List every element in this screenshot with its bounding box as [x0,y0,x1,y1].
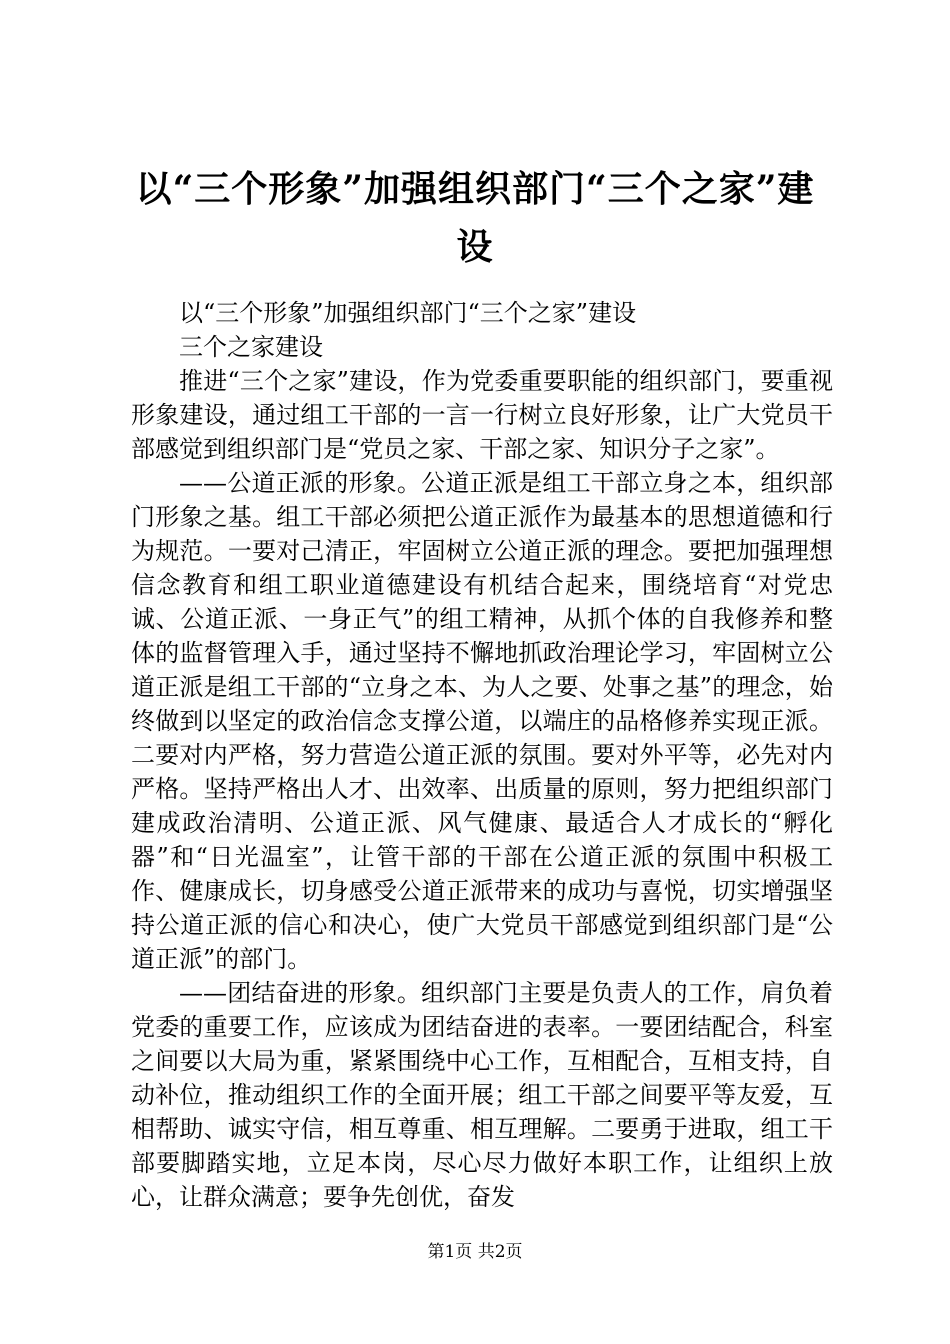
document-title: 以“三个形象”加强组织部门“三个之家”建设 [135,168,815,268]
body-paragraph: ——公道正派的形象。公道正派是组工干部立身之本，组织部门形象之基。组工干部必须把公道正派作为最基本的思想道德和行为规范。一要对己清正，牢固树立公道正派的理念。要把加强理想信念教育和组工职业道德建设有机结合起来，围绕培育“对党忠诚、公道正派、一身正气”的组工精神，从抓个体的自我修养和整体的监督管理入手，通过坚持不懈地抓政治理论学习，牢固树立公道正派是组工干部的“立身之本、为人之要、处事之基”的理念，始终做到以坚定的政治信念支撑公道，以端庄的品格修养实现正派。二要对内严格，努力营造公道正派的氛围。要对外平等，必先对内严格。坚持严格出人才、出效率、出质量的原则，努力把组织部门建成政治清明、公道正派、风气健康、最适合人才成长的“孵化器”和“日光温室”，让管干部的干部在公道正派的氛围中积极工作、健康成长，切身感受公道正派带来的成功与喜悦，切实增强坚持公道正派的信心和决心，使广大党员干部感觉到组织部门是“公道正派”的部门。 [131,469,833,973]
document-body [131,296,833,1214]
body-paragraph: 推进“三个之家”建设，作为党委重要职能的组织部门，要重视形象建设，通过组工干部的一言一行树立良好形象，让广大党员干部感觉到组织部门是“党员之家、干部之家、知识分子之家”。 [131,367,833,463]
body-paragraph: ——团结奋进的形象。组织部门主要是负责人的工作，肩负着党委的重要工作，应该成为团结奋进的表率。一要团结配合，科室之间要以大局为重，紧紧围绕中心工作，互相配合，互相支持，自动补位，推动组织工作的全面开展；组工干部之间要平等友爱，互相帮助、诚实守信，相互尊重、相互理解。二要勇于进取，组工干部要脚踏实地，立足本岗，尽心尽力做好本职工作，让组织上放心，让群众满意；要争先创优，奋发 [131,979,833,1211]
body-paragraph: 三个之家建设 [179,333,323,361]
page-number-footer: 第1页 共2页 [427,1242,523,1262]
body-paragraph: 以“三个形象”加强组织部门“三个之家”建设 [179,299,637,327]
